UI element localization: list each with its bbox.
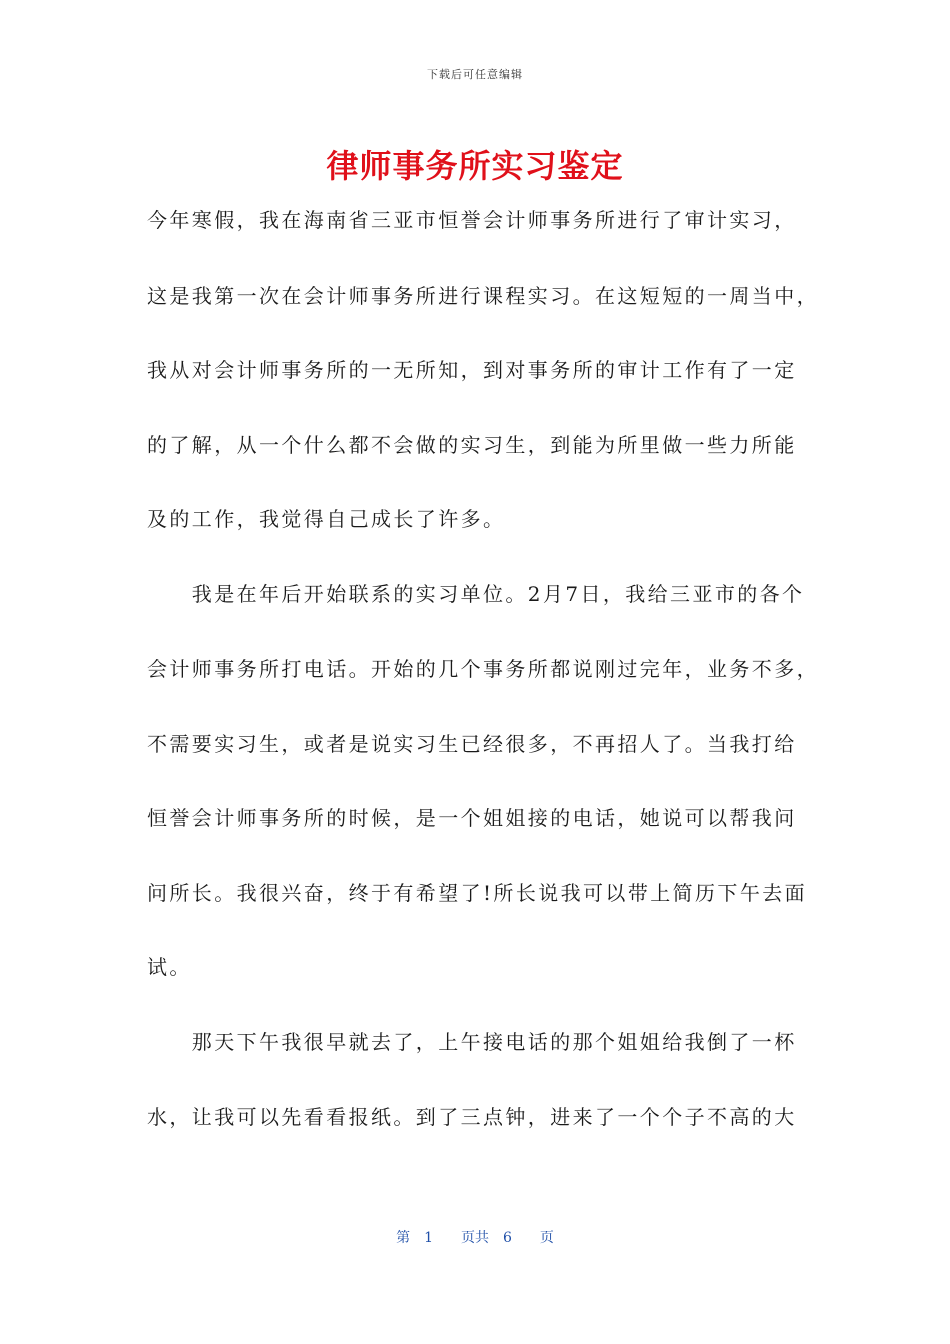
text-line: 我是在年后开始联系的实习单位。2月7日，我给三亚市的各个: [147, 582, 805, 606]
header-note: 下载后可任意编辑: [427, 68, 523, 81]
text-line: 会计师事务所打电话。开始的几个事务所都说刚过完年，业务不多，: [147, 657, 819, 681]
text-line: 水，让我可以先看看报纸。到了三点钟，进来了一个个子不高的大: [147, 1105, 797, 1129]
text-line: 我从对会计师事务所的一无所知，到对事务所的审计工作有了一定: [147, 358, 797, 382]
text-line: 及的工作，我觉得自己成长了许多。: [147, 507, 506, 531]
document-title: 律师事务所实习鉴定: [326, 147, 624, 185]
text-line: 的了解，从一个什么都不会做的实习生，到能为所里做一些力所能: [147, 433, 797, 457]
text-line: 今年寒假，我在海南省三亚市恒誉会计师事务所进行了审计实习，: [147, 208, 797, 232]
text-line: 试。: [147, 955, 192, 979]
text-line: 问所长。我很兴奋，终于有希望了!所长说我可以带上简历下午去面: [147, 881, 808, 905]
text-line: 不需要实习生，或者是说实习生已经很多，不再招人了。当我打给: [147, 732, 797, 756]
page-number-footer: 第 1 页共 6 页: [396, 1230, 554, 1246]
text-line: 恒誉会计师事务所的时候，是一个姐姐接的电话，她说可以帮我问: [147, 806, 797, 830]
text-line: 这是我第一次在会计师事务所进行课程实习。在这短短的一周当中，: [147, 284, 819, 308]
text-line: 那天下午我很早就去了，上午接电话的那个姐姐给我倒了一杯: [147, 1030, 797, 1054]
